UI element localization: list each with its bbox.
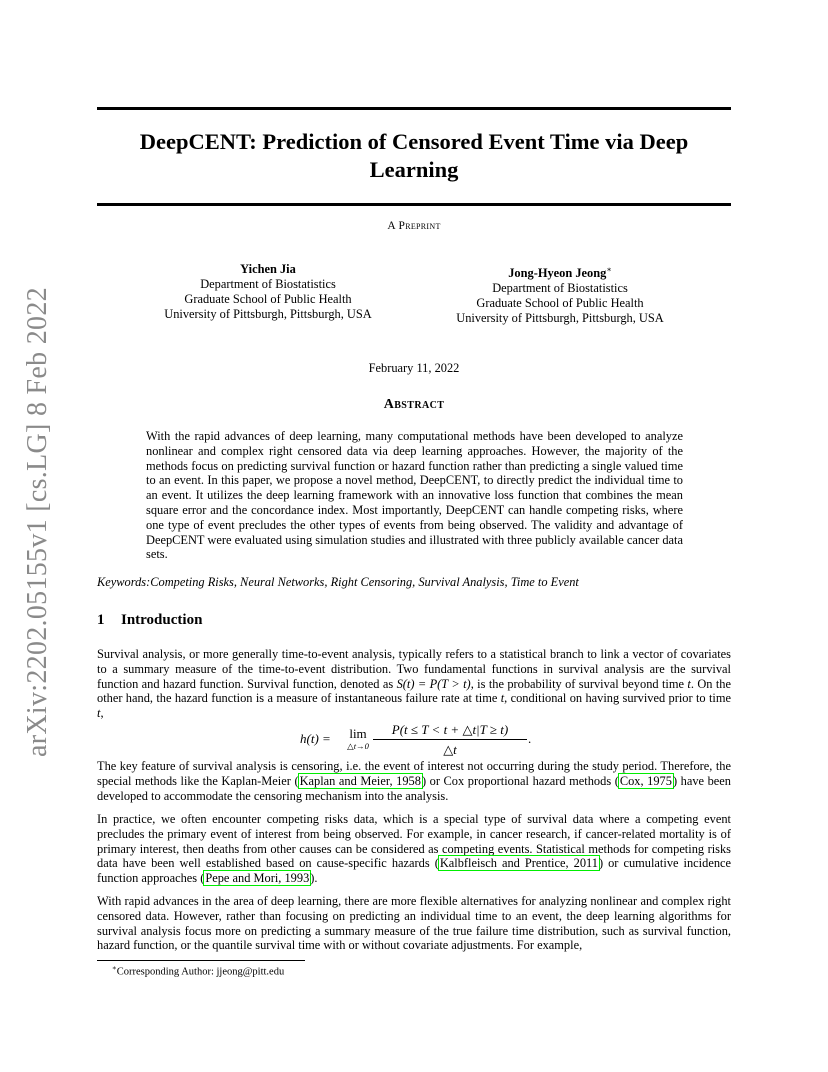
author-footnote-mark: ∗ bbox=[606, 265, 612, 274]
equation-fraction bbox=[373, 722, 527, 757]
paragraph-1: Survival analysis, or more generally time-to-event analysis, typically refers to a statistical branch to link a vector of covariates to a summary measure of the time-to-event distribution. Two fundamental functions in survival analysis are the survival function and hazard function. Survival function, denoted as S(t) = P(T > t), is the probability of survival beyond time t. On the other hand, the hazard function is a measure of instantaneous failure rate at time t, conditional on having survived prior to time t, bbox=[97, 647, 731, 721]
citation-link[interactable]: Kalbfleisch and Prentice, 2011 bbox=[439, 856, 598, 871]
limit-subscript: △t→0 bbox=[347, 741, 369, 751]
publication-date: February 11, 2022 bbox=[368, 361, 460, 375]
math-inline: t bbox=[500, 691, 505, 706]
math-inline: S(t) = P(T > t) bbox=[396, 676, 471, 691]
paragraph-4: With rapid advances in the area of deep learning, there are more flexible alternatives for analyzing nonlinear and complex right censored data. However, rather than focusing on predicting an individual time to an event, the deep learning algorithms for survival analysis focus more on predicting a summary measure of the true failure time distribution, such as survival function, hazard function, or the quantile survival time with or without covariate adjustments. For example, bbox=[97, 894, 731, 953]
footnote-rule bbox=[97, 960, 305, 961]
author-department: Department of Biostatistics bbox=[200, 277, 336, 291]
author-school: Graduate School of Public Health bbox=[476, 296, 644, 311]
fraction-bar bbox=[373, 739, 527, 740]
citation-link[interactable]: Kaplan and Meier, 1958 bbox=[299, 773, 421, 788]
title-bottom-rule bbox=[97, 203, 731, 206]
math-inline: t bbox=[687, 676, 691, 691]
limit-operator: lim bbox=[349, 726, 367, 741]
section-title: Introduction bbox=[121, 612, 203, 628]
author-department: Department of Biostatistics bbox=[492, 281, 628, 296]
footnote-mark: ∗ bbox=[112, 964, 117, 972]
section-number: 1 bbox=[97, 612, 105, 628]
author-block-1 bbox=[140, 262, 396, 322]
keywords: Keywords:Competing Risks, Neural Networks, Right Censoring, Survival Analysis, Time to Event bbox=[97, 575, 579, 589]
citation-link[interactable]: Cox, 1975 bbox=[619, 773, 672, 788]
math-inline: t bbox=[97, 706, 101, 721]
citation-link[interactable]: Pepe and Mori, 1993 bbox=[205, 871, 310, 886]
author-university: University of Pittsburgh, Pittsburgh, USA bbox=[164, 307, 372, 321]
section-heading bbox=[97, 612, 202, 629]
equation-lhs: h(t) = bbox=[300, 731, 331, 746]
paper-title: DeepCENT: Prediction of Censored Event Time via Deep Learning bbox=[139, 129, 689, 182]
author-block-2 bbox=[432, 262, 688, 326]
title-top-rule bbox=[97, 107, 731, 110]
footnote-text: Corresponding Author: jjeong@pitt.edu bbox=[116, 966, 285, 978]
equation-limit bbox=[341, 727, 375, 751]
fraction-denominator: △t bbox=[443, 742, 457, 757]
preprint-label: A Preprint bbox=[387, 220, 441, 232]
author-university: University of Pittsburgh, Pittsburgh, USA bbox=[456, 311, 664, 326]
footnote bbox=[112, 964, 284, 978]
fraction-numerator: P(t ≤ T < t + △t|T ≥ t) bbox=[391, 722, 509, 737]
abstract-heading: Abstract bbox=[383, 397, 445, 412]
arxiv-identifier: arXiv:2202.05155v1 [cs.LG] 8 Feb 2022 bbox=[22, 287, 53, 757]
author-school: Graduate School of Public Health bbox=[184, 292, 352, 306]
abstract-text: With the rapid advances of deep learning, many computational methods have been developed to analyze nonlinear and complex right censored data via deep learning approaches. However, the majority of the methods focus on predicting survival function or hazard function rather than predicting a single valued time to an event. In this paper, we propose a novel method, DeepCENT, to directly predict the individual time to an event. It utilizes the deep learning framework with an innovative loss function that combines the mean square error and the concordance index. Most importantly, DeepCENT can handle competing risks, where one type of event precludes the other types of events from being observed. The validity and advantage of DeepCENT were evaluated using simulation studies and illustrated with three publicly available cancer data sets. bbox=[146, 429, 683, 562]
paragraph-2: The key feature of survival analysis is censoring, i.e. the event of interest not occurring during the study period. Therefore, the special methods like the Kaplan-Meier (Kaplan and Meier, 1958) or Cox proportional hazard methods (Cox, 1975) have been developed to accommodate the censoring mechanism into the analysis. bbox=[97, 759, 731, 803]
hazard-equation bbox=[97, 722, 731, 756]
author-name: Yichen Jia bbox=[240, 262, 296, 276]
paragraph-3: In practice, we often encounter competing risks data, which is a special type of survival data where a competing event precludes the primary event of interest from being observed. For example, in cancer research, if cancer-related mortality is of primary interest, then deaths from other causes can be considered as competing events. Statistical methods for competing risks data have been well established based on cause-specific hazards (Kalbfleisch and Prentice, 2011) or cumulative incidence function approaches (Pepe and Mori, 1993). bbox=[97, 812, 732, 886]
author-name: Jong-Hyeon Jeong∗ bbox=[508, 265, 612, 281]
arxiv-side-stamp bbox=[18, 287, 58, 757]
equation-period: . bbox=[528, 731, 532, 746]
